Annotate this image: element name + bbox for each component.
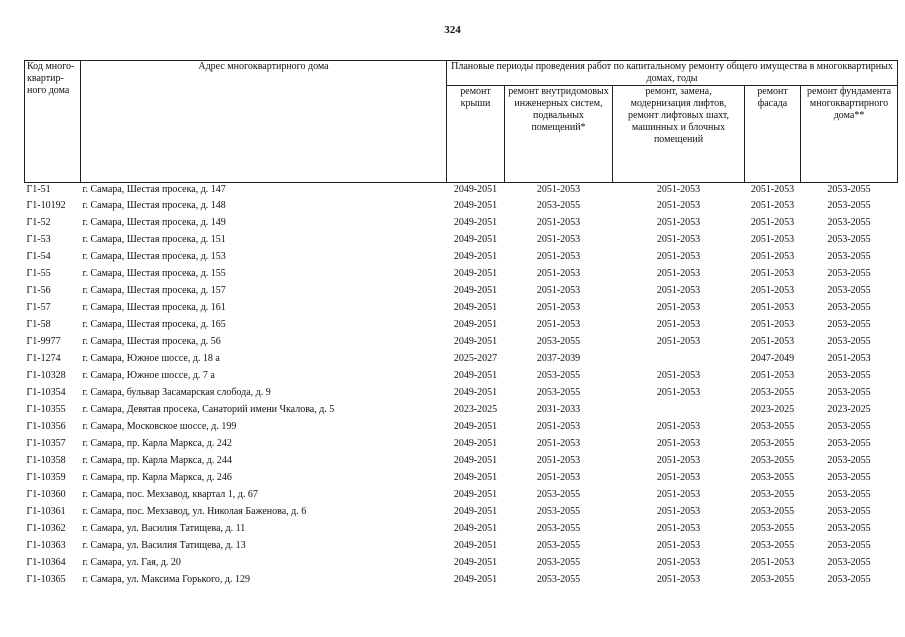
cell-eng: 2051-2053 (536, 471, 581, 483)
cell-roof: 2049-2051 (453, 199, 498, 211)
table-row (25, 520, 898, 537)
table-row (25, 401, 898, 418)
cell-code: Г1-10358 (26, 454, 66, 466)
cell-address: г. Самара, ул. Василия Татищева, д. 11 (82, 522, 246, 534)
cell-eng: 2053-2055 (536, 539, 581, 551)
cell-address: г. Самара, пр. Карла Маркса, д. 246 (82, 471, 232, 483)
cell-address: г. Самара, Шестая просека, д. 151 (82, 233, 226, 245)
cell-roof: 2049-2051 (453, 301, 498, 313)
cell-lift: 2051-2053 (656, 301, 701, 313)
cell-lift (613, 401, 745, 418)
cell-roof: 2049-2051 (453, 369, 498, 381)
table-row (25, 469, 898, 486)
cell-roof: 2049-2051 (453, 539, 498, 551)
cell-roof: 2049-2051 (453, 267, 498, 279)
page-number: 324 (444, 24, 461, 36)
cell-lift: 2051-2053 (656, 488, 701, 500)
cell-code: Г1-10362 (26, 522, 66, 534)
cell-eng: 2053-2055 (536, 199, 581, 211)
cell-code: Г1-10361 (26, 505, 66, 517)
cell-found: 2053-2055 (827, 267, 871, 279)
cell-found: 2053-2055 (827, 301, 871, 313)
header-roof: ремонт крыши (447, 86, 505, 183)
header-address: Адрес многоквартирного дома (81, 61, 447, 183)
cell-address: г. Самара, Шестая просека, д. 148 (82, 199, 226, 211)
cell-lift: 2051-2053 (656, 318, 701, 330)
cell-code: Г1-10356 (26, 420, 66, 432)
cell-lift: 2051-2053 (656, 267, 701, 279)
cell-eng: 2051-2053 (536, 216, 581, 228)
cell-facade: 2051-2053 (750, 556, 795, 568)
cell-code: Г1-10192 (26, 199, 66, 211)
cell-code: Г1-10363 (26, 539, 66, 551)
cell-eng: 2037-2039 (536, 352, 581, 364)
cell-address: г. Самара, Шестая просека, д. 149 (82, 216, 226, 228)
cell-address: г. Самара, пр. Карла Маркса, д. 242 (82, 437, 232, 449)
cell-facade: 2051-2053 (750, 335, 795, 347)
header-foundation: ремонт фундамента многоквартирного дома** (801, 86, 898, 183)
cell-address: г. Самара, Девятая просека, Санаторий имени Чкалова, д. 5 (82, 403, 335, 415)
header-lifts: ремонт, замена, модернизация лифтов, ремонт лифтовых шахт, машинных и блочных помещений (613, 86, 745, 183)
cell-found: 2053-2055 (827, 386, 871, 398)
cell-roof: 2049-2051 (453, 386, 498, 398)
cell-lift: 2051-2053 (656, 386, 701, 398)
cell-found: 2053-2055 (827, 522, 871, 534)
cell-address: г. Самара, Шестая просека, д. 147 (82, 184, 226, 195)
table-row (25, 231, 898, 248)
cell-code: Г1-10354 (26, 386, 66, 398)
cell-roof: 2049-2051 (453, 437, 498, 449)
table-row (25, 503, 898, 520)
cell-roof: 2049-2051 (453, 184, 498, 195)
table-row (25, 350, 898, 367)
cell-address: г. Самара, Южное шоссе, д. 18 а (82, 352, 220, 364)
cell-eng: 2051-2053 (536, 454, 581, 466)
cell-facade: 2053-2055 (750, 488, 795, 500)
cell-eng: 2053-2055 (536, 335, 581, 347)
cell-facade: 2053-2055 (750, 420, 795, 432)
cell-lift: 2051-2053 (656, 556, 701, 568)
cell-eng: 2051-2053 (536, 318, 581, 330)
cell-found: 2051-2053 (827, 352, 871, 364)
cell-facade: 2053-2055 (750, 471, 795, 483)
cell-address: г. Самара, бульвар Засамарская слобода, д. 9 (82, 386, 271, 398)
cell-lift: 2051-2053 (656, 184, 701, 195)
cell-facade: 2047-2049 (750, 352, 795, 364)
cell-address: г. Самара, Южное шоссе, д. 7 а (82, 369, 215, 381)
cell-eng: 2053-2055 (536, 505, 581, 517)
table-row (25, 214, 898, 231)
cell-facade: 2051-2053 (750, 318, 795, 330)
cell-lift: 2051-2053 (656, 471, 701, 483)
cell-code: Г1-57 (26, 301, 51, 313)
cell-eng: 2053-2055 (536, 386, 581, 398)
cell-lift: 2051-2053 (656, 539, 701, 551)
table-row (25, 435, 898, 452)
cell-facade: 2053-2055 (750, 539, 795, 551)
table-row (25, 282, 898, 299)
cell-facade: 2051-2053 (750, 216, 795, 228)
table-row (25, 537, 898, 554)
cell-code: Г1-9977 (26, 335, 61, 347)
cell-roof: 2049-2051 (453, 318, 498, 330)
cell-found: 2053-2055 (827, 216, 871, 228)
header-facade: ремонт фасада (745, 86, 801, 183)
cell-address: г. Самара, Шестая просека, д. 153 (82, 250, 226, 262)
header-engineering: ремонт внутридомовых инженерных систем, подвальных помещений* (505, 86, 613, 183)
cell-code: Г1-1274 (26, 352, 61, 364)
table-row (25, 452, 898, 469)
cell-lift: 2051-2053 (656, 420, 701, 432)
cell-eng: 2051-2053 (536, 420, 581, 432)
cell-code: Г1-52 (26, 216, 51, 228)
cell-lift: 2051-2053 (656, 233, 701, 245)
cell-code: Г1-51 (26, 184, 51, 195)
cell-found: 2053-2055 (827, 184, 871, 195)
cell-roof: 2049-2051 (453, 471, 498, 483)
cell-eng: 2053-2055 (536, 369, 581, 381)
cell-facade: 2053-2055 (750, 386, 795, 398)
cell-facade: 2051-2053 (750, 284, 795, 296)
cell-address: г. Самара, Московское шоссе, д. 199 (82, 420, 237, 432)
cell-code: Г1-56 (26, 284, 51, 296)
cell-found: 2053-2055 (827, 488, 871, 500)
cell-lift: 2051-2053 (656, 573, 701, 585)
cell-facade: 2051-2053 (750, 301, 795, 313)
cell-address: г. Самара, ул. Максима Горького, д. 129 (82, 573, 250, 585)
cell-eng: 2051-2053 (536, 267, 581, 279)
cell-facade: 2051-2053 (750, 250, 795, 262)
cell-lift: 2051-2053 (656, 199, 701, 211)
cell-code: Г1-10365 (26, 573, 66, 585)
cell-found: 2053-2055 (827, 539, 871, 551)
cell-facade: 2053-2055 (750, 505, 795, 517)
cell-found: 2053-2055 (827, 505, 871, 517)
cell-lift: 2051-2053 (656, 284, 701, 296)
cell-found: 2053-2055 (827, 284, 871, 296)
cell-roof: 2049-2051 (453, 216, 498, 228)
cell-address: г. Самара, пос. Мехзавод, квартал 1, д. 67 (82, 488, 258, 500)
cell-address: г. Самара, ул. Василия Татищева, д. 13 (82, 539, 246, 551)
cell-roof: 2049-2051 (453, 522, 498, 534)
cell-facade: 2051-2053 (750, 267, 795, 279)
cell-roof: 2049-2051 (453, 233, 498, 245)
cell-lift: 2051-2053 (656, 216, 701, 228)
cell-roof: 2049-2051 (453, 488, 498, 500)
table-row (25, 248, 898, 265)
cell-lift: 2051-2053 (656, 369, 701, 381)
table-row (25, 197, 898, 214)
header-periods: Плановые периоды проведения работ по капитальному ремонту общего имущества в многоквартирных домах, годы (447, 61, 898, 86)
cell-lift: 2051-2053 (656, 437, 701, 449)
cell-facade: 2051-2053 (750, 369, 795, 381)
header-code: Код много-квартир-ного дома (25, 61, 81, 183)
table-row (25, 299, 898, 316)
cell-lift: 2051-2053 (656, 454, 701, 466)
cell-eng: 2031-2033 (536, 403, 581, 415)
cell-lift: 2051-2053 (656, 250, 701, 262)
table-row (25, 384, 898, 401)
cell-found: 2053-2055 (827, 420, 871, 432)
cell-code: Г1-10360 (26, 488, 66, 500)
cell-code: Г1-10357 (26, 437, 66, 449)
table-row (25, 571, 898, 588)
cell-roof: 2049-2051 (453, 556, 498, 568)
cell-address: г. Самара, ул. Гая, д. 20 (82, 556, 181, 568)
table-row (25, 486, 898, 503)
cell-eng: 2053-2055 (536, 556, 581, 568)
cell-roof: 2049-2051 (453, 284, 498, 296)
cell-found: 2023-2025 (827, 403, 871, 415)
cell-found: 2053-2055 (827, 250, 871, 262)
cell-found: 2053-2055 (827, 233, 871, 245)
cell-found: 2053-2055 (827, 369, 871, 381)
cell-found: 2053-2055 (827, 199, 871, 211)
cell-facade: 2051-2053 (750, 199, 795, 211)
table-body (25, 183, 898, 589)
cell-lift: 2051-2053 (656, 505, 701, 517)
cell-roof: 2049-2051 (453, 335, 498, 347)
cell-code: Г1-10359 (26, 471, 66, 483)
cell-address: г. Самара, Шестая просека, д. 161 (82, 301, 226, 313)
cell-facade: 2023-2025 (750, 403, 795, 415)
cell-code: Г1-10328 (26, 369, 66, 381)
cell-address: г. Самара, пос. Мехзавод, ул. Николая Баженова, д. 6 (82, 505, 307, 517)
cell-eng: 2051-2053 (536, 233, 581, 245)
cell-address: г. Самара, Шестая просека, д. 165 (82, 318, 226, 330)
cell-address: г. Самара, пр. Карла Маркса, д. 244 (82, 454, 232, 466)
cell-roof: 2023-2025 (453, 403, 498, 415)
cell-code: Г1-53 (26, 233, 51, 245)
cell-facade: 2053-2055 (750, 454, 795, 466)
cell-facade: 2053-2055 (750, 437, 795, 449)
cell-found: 2053-2055 (827, 556, 871, 568)
cell-facade: 2051-2053 (750, 184, 795, 195)
cell-facade: 2053-2055 (750, 522, 795, 534)
cell-eng: 2053-2055 (536, 522, 581, 534)
cell-address: г. Самара, Шестая просека, д. 56 (82, 335, 221, 347)
cell-eng: 2051-2053 (536, 301, 581, 313)
cell-roof: 2049-2051 (453, 250, 498, 262)
cell-facade: 2051-2053 (750, 233, 795, 245)
table-row (25, 554, 898, 571)
cell-lift: 2051-2053 (656, 335, 701, 347)
table-row (25, 183, 898, 198)
cell-code: Г1-10364 (26, 556, 66, 568)
cell-roof: 2049-2051 (453, 573, 498, 585)
cell-lift: 2051-2053 (656, 522, 701, 534)
cell-lift (613, 350, 745, 367)
table-row (25, 316, 898, 333)
table-row (25, 333, 898, 350)
cell-roof: 2049-2051 (453, 454, 498, 466)
cell-code: Г1-10355 (26, 403, 66, 415)
cell-found: 2053-2055 (827, 454, 871, 466)
cell-code: Г1-54 (26, 250, 51, 262)
table-row (25, 367, 898, 384)
cell-eng: 2051-2053 (536, 284, 581, 296)
cell-eng: 2053-2055 (536, 573, 581, 585)
cell-found: 2053-2055 (827, 318, 871, 330)
table-row (25, 265, 898, 282)
cell-roof: 2025-2027 (453, 352, 498, 364)
cell-eng: 2051-2053 (536, 437, 581, 449)
cell-eng: 2053-2055 (536, 488, 581, 500)
cell-code: Г1-55 (26, 267, 51, 279)
cell-code: Г1-58 (26, 318, 51, 330)
cell-eng: 2051-2053 (536, 184, 581, 195)
cell-found: 2053-2055 (827, 471, 871, 483)
cell-found: 2053-2055 (827, 335, 871, 347)
cell-eng: 2051-2053 (536, 250, 581, 262)
table-row (25, 418, 898, 435)
cell-address: г. Самара, Шестая просека, д. 157 (82, 284, 226, 296)
cell-roof: 2049-2051 (453, 505, 498, 517)
cell-found: 2053-2055 (827, 573, 871, 585)
capital-repair-table (24, 60, 898, 588)
cell-found: 2053-2055 (827, 437, 871, 449)
cell-facade: 2053-2055 (750, 573, 795, 585)
cell-roof: 2049-2051 (453, 420, 498, 432)
cell-address: г. Самара, Шестая просека, д. 155 (82, 267, 226, 279)
